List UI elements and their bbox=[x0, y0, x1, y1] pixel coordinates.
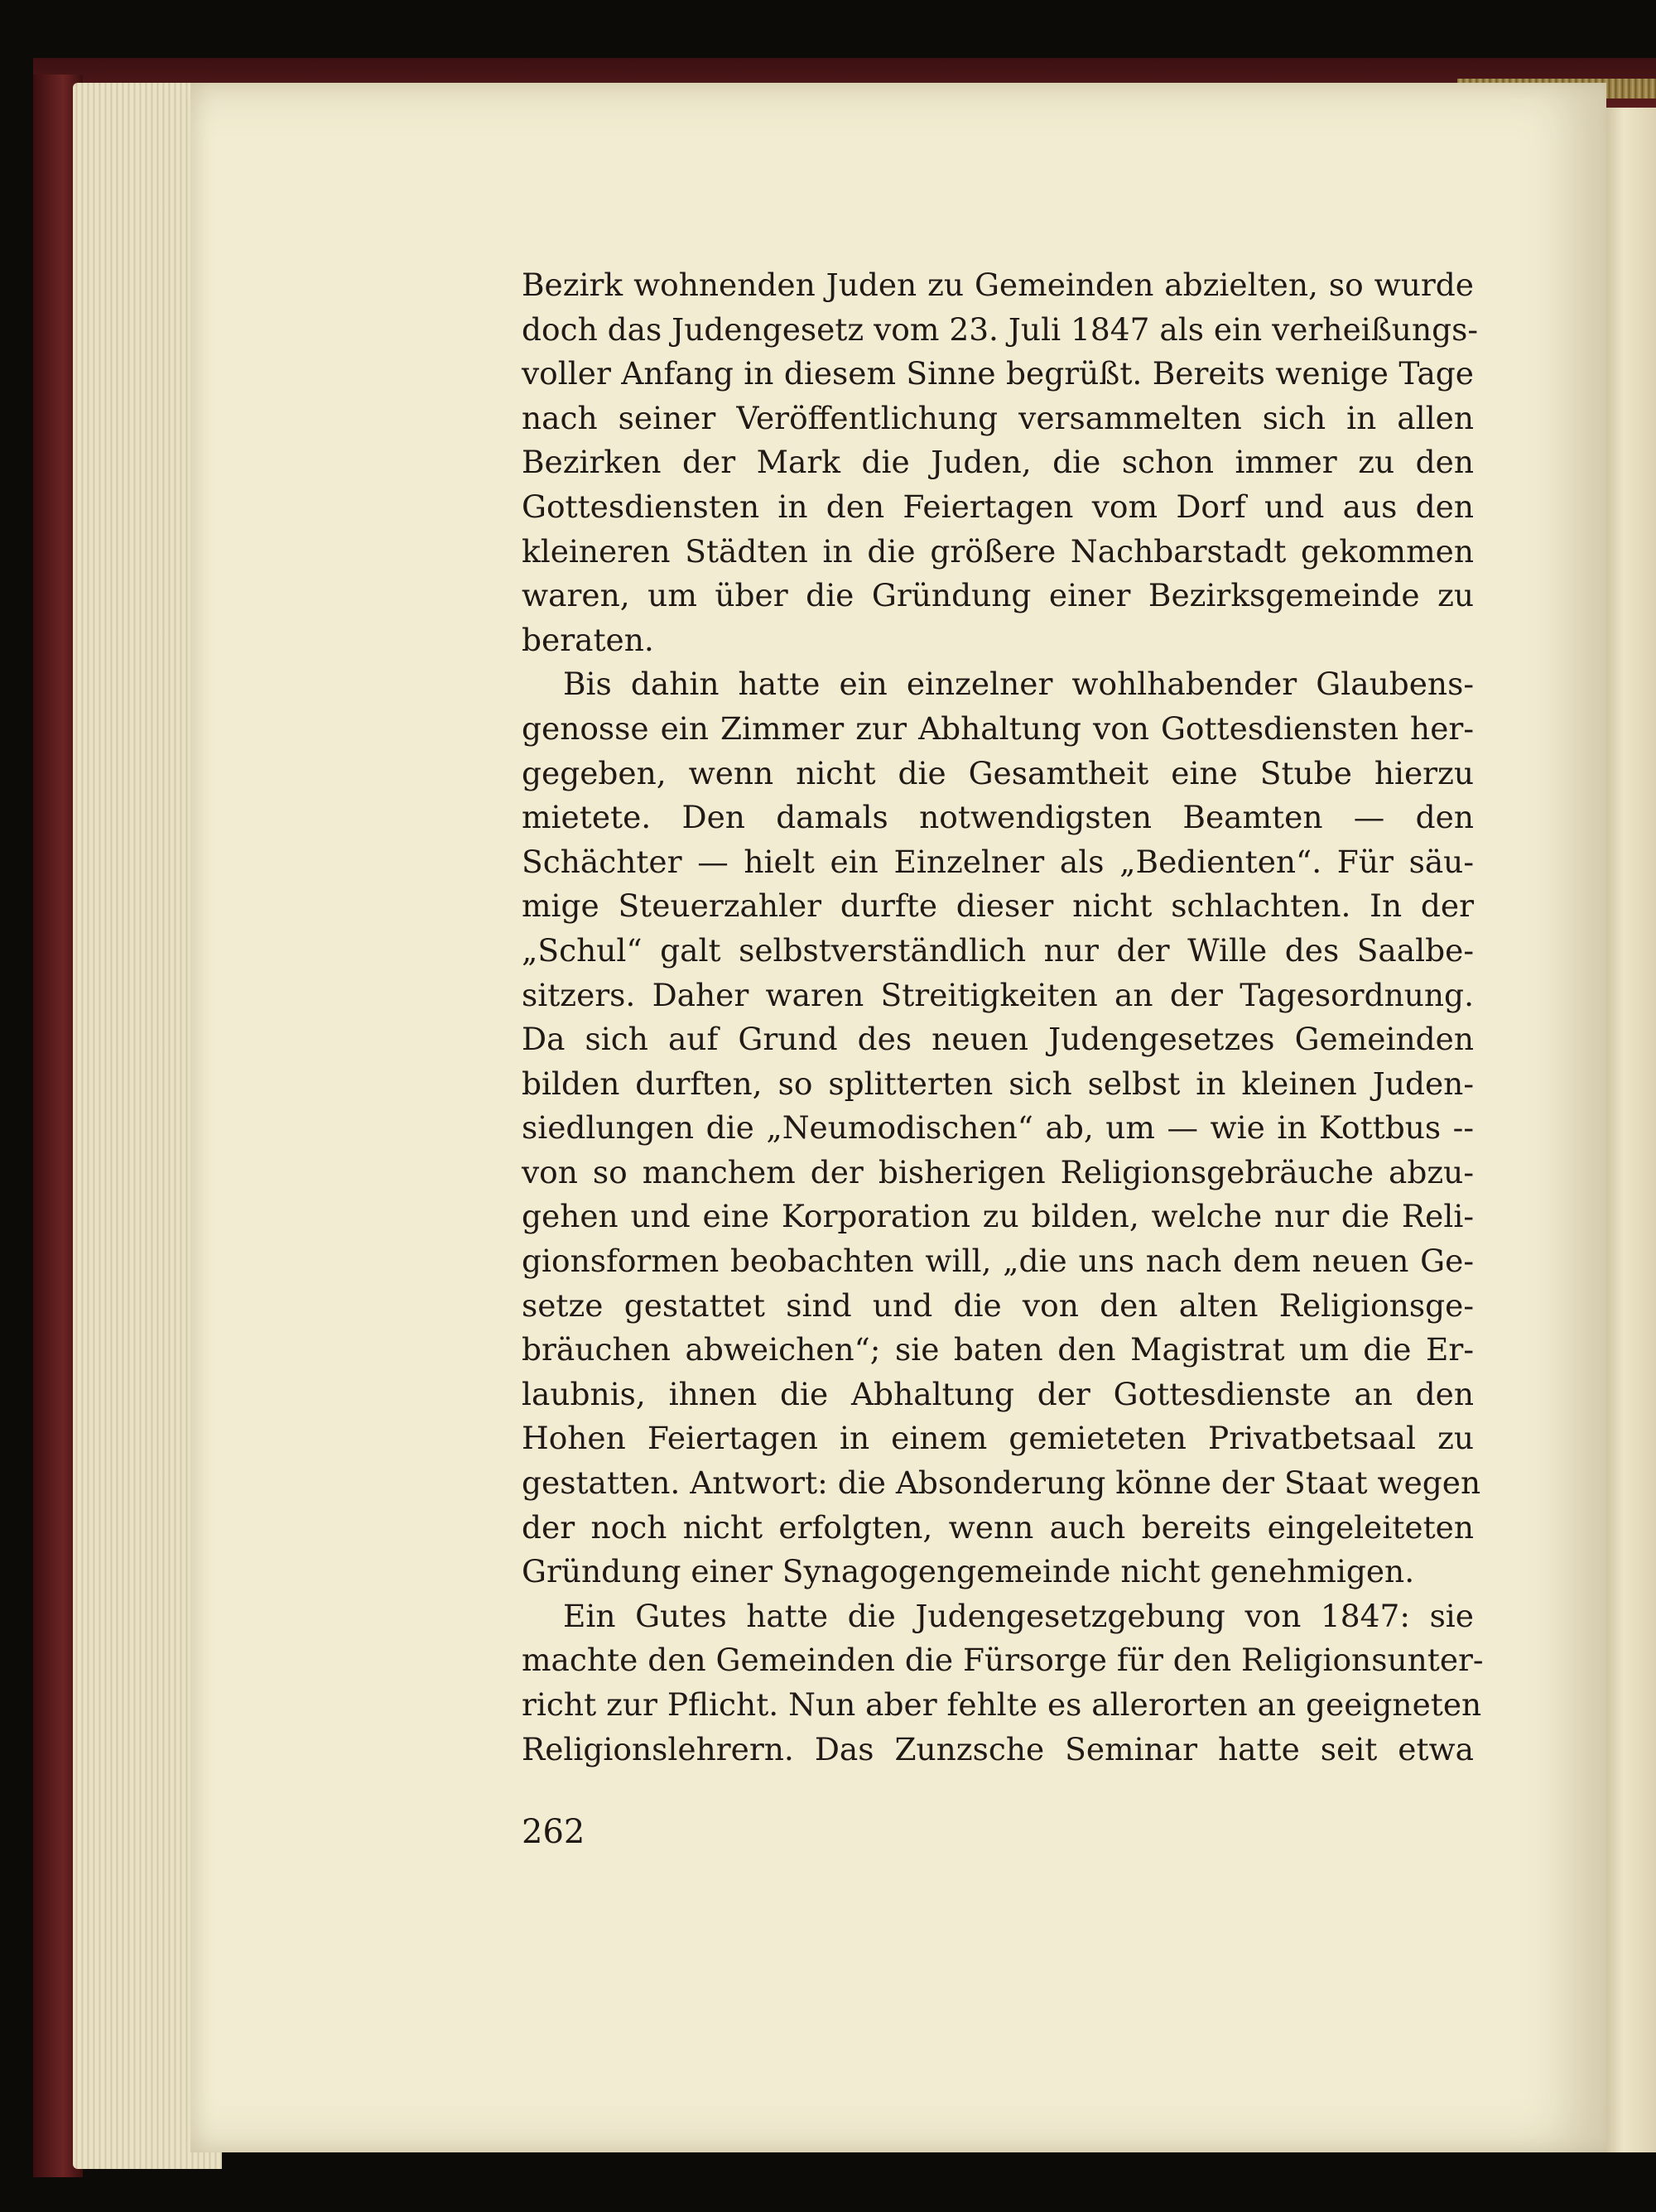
text-line: laubnis, ihnen die Abhaltung der Gottesdienste an den bbox=[522, 1375, 1474, 1412]
text-line: Da sich auf Grund des neuen Judengesetzes Gemeinden bbox=[522, 1021, 1474, 1058]
text-line: machte den Gemeinden die Fürsorge für den Religionsunter- bbox=[522, 1642, 1484, 1679]
text-line: von so manchem der bisherigen Religionsgebräuche abzu- bbox=[522, 1153, 1474, 1190]
paragraph-2 bbox=[522, 662, 1481, 1594]
paragraph-3 bbox=[522, 1594, 1484, 1772]
text-line: Ein Gutes hatte die Judengesetzgebung von 1847: sie bbox=[563, 1597, 1474, 1634]
text-line: waren, um über die Gründung einer Bezirksgemeinde zu bbox=[522, 577, 1474, 614]
facing-page-edge bbox=[1602, 108, 1656, 2152]
text-line: voller Anfang in diesem Sinne begrüßt. Bereits wenige Tage bbox=[522, 355, 1474, 392]
text-line: gionsformen beobachten will, „die uns nach dem neuen Ge- bbox=[522, 1243, 1474, 1280]
text-line: Gründung einer Synagogengemeinde nicht genehmigen. bbox=[522, 1553, 1415, 1590]
text-line: „Schul“ galt selbstverständlich nur der Wille des Saalbe- bbox=[522, 931, 1474, 969]
text-line: setze gestattet sind und die von den alten Religionsge- bbox=[522, 1286, 1474, 1324]
text-line: bräuchen abweichen“; sie baten den Magistrat um die Er- bbox=[522, 1331, 1474, 1368]
page-number: 262 bbox=[522, 1813, 585, 1851]
text-line: gegeben, wenn nicht die Gesamtheit eine Stube hierzu bbox=[522, 754, 1474, 791]
text-line: richt zur Pflicht. Nun aber fehlte es allerorten an geeigneten bbox=[522, 1686, 1482, 1723]
text-line: mietete. Den damals notwendigsten Beamten — den bbox=[522, 799, 1474, 836]
text-line: der noch nicht erfolgten, wenn auch bereits eingeleiteten bbox=[522, 1508, 1474, 1546]
body-text bbox=[522, 263, 1484, 1772]
text-line: Bis dahin hatte ein einzelner wohlhabender Glaubens- bbox=[563, 666, 1474, 703]
text-line: beraten. bbox=[522, 621, 654, 658]
text-line: sitzers. Daher waren Streitigkeiten an der Tagesordnung. bbox=[522, 976, 1474, 1013]
text-line: gestatten. Antwort: die Absonderung könne der Staat wegen bbox=[522, 1464, 1481, 1502]
text-line: Hohen Feiertagen in einem gemieteten Privatbetsaal zu bbox=[522, 1420, 1474, 1457]
text-line: Bezirken der Mark die Juden, die schon immer zu den bbox=[522, 444, 1474, 481]
paragraph-1 bbox=[522, 263, 1479, 662]
text-line: doch das Judengesetz vom 23. Juli 1847 als ein verheißungs- bbox=[522, 310, 1479, 348]
text-line: gehen und eine Korporation zu bilden, welche nur die Reli- bbox=[522, 1198, 1474, 1235]
text-line: Religionslehrern. Das Zunzsche Seminar hatte seit etwa bbox=[522, 1730, 1474, 1767]
text-line: Gottesdiensten in den Feiertagen vom Dorf und aus den bbox=[522, 488, 1474, 525]
text-line: nach seiner Veröffentlichung versammelten sich in allen bbox=[522, 399, 1474, 436]
text-line: Schächter — hielt ein Einzelner als „Bedienten“. Für säu- bbox=[522, 843, 1474, 880]
text-line: genosse ein Zimmer zur Abhaltung von Gottesdiensten her- bbox=[522, 709, 1474, 747]
text-line: kleineren Städten in die größere Nachbarstadt gekommen bbox=[522, 532, 1474, 570]
text-line: Bezirk wohnenden Juden zu Gemeinden abzielten, so wurde bbox=[522, 267, 1474, 303]
text-line: bilden durften, so splitterten sich selbst in kleinen Juden- bbox=[522, 1065, 1474, 1102]
text-line: mige Steuerzahler durfte dieser nicht schlachten. In der bbox=[522, 887, 1474, 925]
text-line: siedlungen die „Neumodischen“ ab, um — wie in Kottbus -- bbox=[522, 1109, 1474, 1147]
